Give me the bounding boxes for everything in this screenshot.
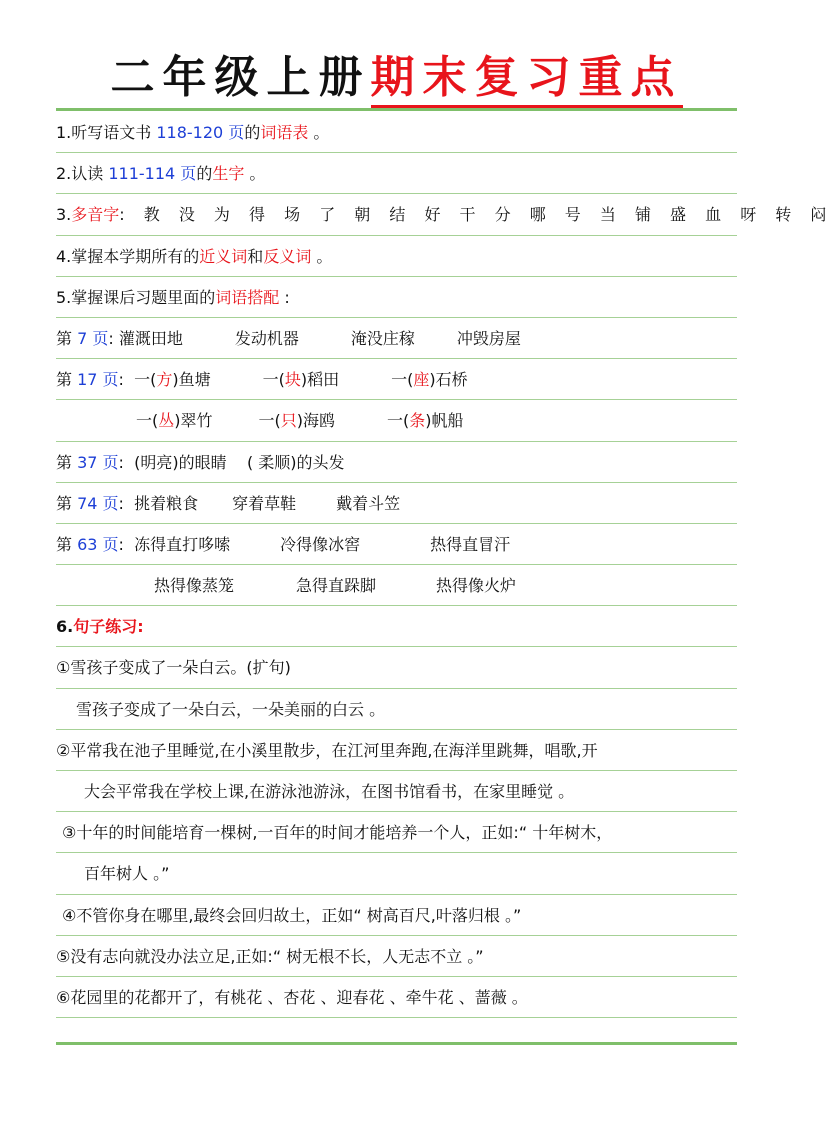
- measure-1-open: : 一(: [118, 370, 157, 390]
- measure-3-word: 座: [413, 370, 430, 390]
- review-list: [56, 112, 833, 1018]
- item-6-keyword: 句子练习:: [73, 617, 144, 637]
- title-part-1: 二年级上册: [110, 52, 371, 103]
- page-7-prefix: 第: [56, 328, 78, 348]
- page-7-word-3: 淹没庄稼: [350, 328, 415, 348]
- page-74-number: 74 页: [77, 493, 119, 513]
- item-4-end: 。: [311, 246, 333, 266]
- measure-5-close: )海鸥: [296, 411, 336, 431]
- page-7-word-2: 发动机器: [234, 328, 299, 348]
- measure-5-word: 只: [280, 411, 297, 431]
- page-63-word-3: 热得直冒汗: [430, 534, 511, 554]
- item-6-number: 6.: [56, 617, 74, 637]
- page-63-word-1: : 冻得直打哆嗦: [118, 534, 231, 554]
- item-1-pages: 118-120 页: [156, 123, 245, 142]
- sentence-1: [56, 647, 737, 688]
- sentence-3-text: ③十年的时间能培育一棵树,一百年的时间才能培养一个人，正如:“ 十年树木，: [62, 823, 613, 843]
- sentence-3: [56, 812, 737, 853]
- page-title: [0, 46, 793, 110]
- page-63-row-1: [56, 524, 737, 565]
- page-37-number: 37 页: [77, 452, 119, 472]
- item-1-text: 1.听写语文书: [56, 123, 157, 142]
- page-63-prefix: 第: [56, 534, 78, 554]
- measure-6-close: )帆船: [425, 411, 464, 431]
- item-1-dictation: [56, 112, 737, 153]
- sentence-4-text: ④不管你身在哪里,最终会回归故土，正如“ 树高百尺,叶落归根 。”: [62, 905, 522, 925]
- page-63-word-2: 冷得像冰窖: [280, 534, 361, 554]
- sentence-1-text: ①雪孩子变成了一朵白云。(扩句): [56, 658, 291, 678]
- item-3-keyword: 多音字: [71, 205, 120, 225]
- title-part-2-text: 期末复习重点: [371, 51, 683, 109]
- item-2-keyword: 生字: [212, 164, 245, 184]
- page-63-number: 63 页: [77, 534, 119, 554]
- sentence-3-continued: [56, 853, 737, 894]
- title-part-2-highlight: [371, 52, 683, 103]
- sentence-6: [56, 977, 737, 1018]
- page-63-row-2: [56, 565, 737, 606]
- sentence-3-continued-text: 百年树人 。”: [84, 864, 170, 884]
- page-74-prefix: 第: [56, 493, 78, 513]
- item-1-de: 的: [244, 123, 261, 142]
- page-63-word-4: 热得像蒸笼: [154, 576, 235, 596]
- item-3-number: 3.: [56, 205, 72, 225]
- page-17-row-1: [56, 359, 737, 400]
- page-7-word-4: 冲毁房屋: [456, 328, 521, 348]
- item-2-pages: 111-114 页: [108, 164, 197, 184]
- measure-2-open: 一(: [262, 370, 285, 390]
- item-5-end: :: [279, 287, 290, 307]
- measure-1-word: 方: [156, 370, 173, 390]
- item-4-and: 和: [247, 246, 264, 266]
- measure-4-word: 丛: [158, 411, 175, 431]
- item-5-collocations: [56, 277, 737, 318]
- measure-4-open: 一(: [136, 411, 159, 431]
- page-7-word-1: : 灌溉田地: [108, 328, 183, 348]
- measure-2-word: 块: [284, 370, 301, 390]
- item-6-heading: [56, 606, 737, 647]
- page-37-words: : (明亮)的眼睛 ( 柔顺)的头发: [118, 452, 345, 472]
- page-63-word-5: 急得直跺脚: [296, 576, 377, 596]
- page-74-word-3: 戴着斗笠: [336, 493, 401, 513]
- sentence-2-text: ②平常我在池子里睡觉,在小溪里散步，在江河里奔跑,在海洋里跳舞，唱歌,开: [56, 740, 598, 760]
- sentence-1-answer: [56, 689, 737, 730]
- measure-3-close: )石桥: [429, 370, 468, 390]
- sentence-5-text: ⑤没有志向就没办法立足,正如:“ 树无根不长，人无志不立 。”: [56, 946, 484, 966]
- sentence-2-continued-text: 大会平常我在学校上课,在游泳池游泳，在图书馆看书，在家里睡觉 。: [84, 782, 575, 801]
- item-4-synonyms: [56, 236, 737, 277]
- page-37-row: [56, 442, 737, 483]
- item-1-keyword: 词语表: [260, 123, 309, 142]
- page-37-prefix: 第: [56, 452, 78, 472]
- sentence-2: [56, 730, 737, 771]
- item-2-end: 。: [244, 164, 266, 184]
- item-5-keyword: 词语搭配: [215, 287, 280, 307]
- page-74-row: [56, 483, 737, 524]
- page-17-number: 17 页: [77, 370, 119, 390]
- item-4-keyword-2: 反义词: [263, 246, 312, 266]
- measure-5-open: 一(: [258, 411, 281, 431]
- page-63-word-6: 热得像火炉: [436, 576, 517, 596]
- measure-6-word: 条: [409, 411, 426, 431]
- item-3-chars: : 教 没 为 得 场 了 朝 结 好 干 分 哪 号 当 铺 盛 血 呀 转 闷: [119, 205, 833, 225]
- top-rule: [56, 108, 737, 111]
- page-74-word-2: 穿着草鞋: [232, 493, 297, 513]
- sentence-2-continued: [56, 771, 737, 812]
- item-3-polyphones: [56, 194, 833, 235]
- measure-6-open: 一(: [387, 411, 410, 431]
- sentence-6-text: ⑥花园里的花都开了，有桃花 、杏花 、迎春花 、牵牛花 、蔷薇 。: [56, 987, 528, 1007]
- bottom-rule: [56, 1042, 737, 1045]
- sentence-1-answer-text: 雪孩子变成了一朵白云，一朵美丽的白云 。: [76, 699, 386, 719]
- measure-1-close: )鱼塘: [172, 370, 211, 390]
- item-2-reading: [56, 153, 737, 194]
- sentence-5: [56, 936, 737, 977]
- measure-3-open: 一(: [391, 370, 414, 390]
- item-4-keyword-1: 近义词: [199, 246, 248, 266]
- item-5-text: 5.掌握课后习题里面的: [56, 287, 216, 307]
- page-74-word-1: : 挑着粮食: [118, 493, 199, 513]
- page-17-prefix: 第: [56, 370, 78, 390]
- measure-4-close: )翠竹: [174, 411, 213, 431]
- page-7-number: 7 页: [77, 328, 109, 348]
- item-2-de: 的: [196, 164, 213, 184]
- item-2-text: 2.认读: [56, 164, 109, 184]
- item-4-text: 4.掌握本学期所有的: [56, 246, 200, 266]
- page-17-row-2: [56, 400, 737, 441]
- item-1-end: 。: [308, 123, 330, 142]
- sentence-4: [56, 895, 737, 936]
- measure-2-close: )稻田: [300, 370, 340, 390]
- page-7-row: [56, 318, 737, 359]
